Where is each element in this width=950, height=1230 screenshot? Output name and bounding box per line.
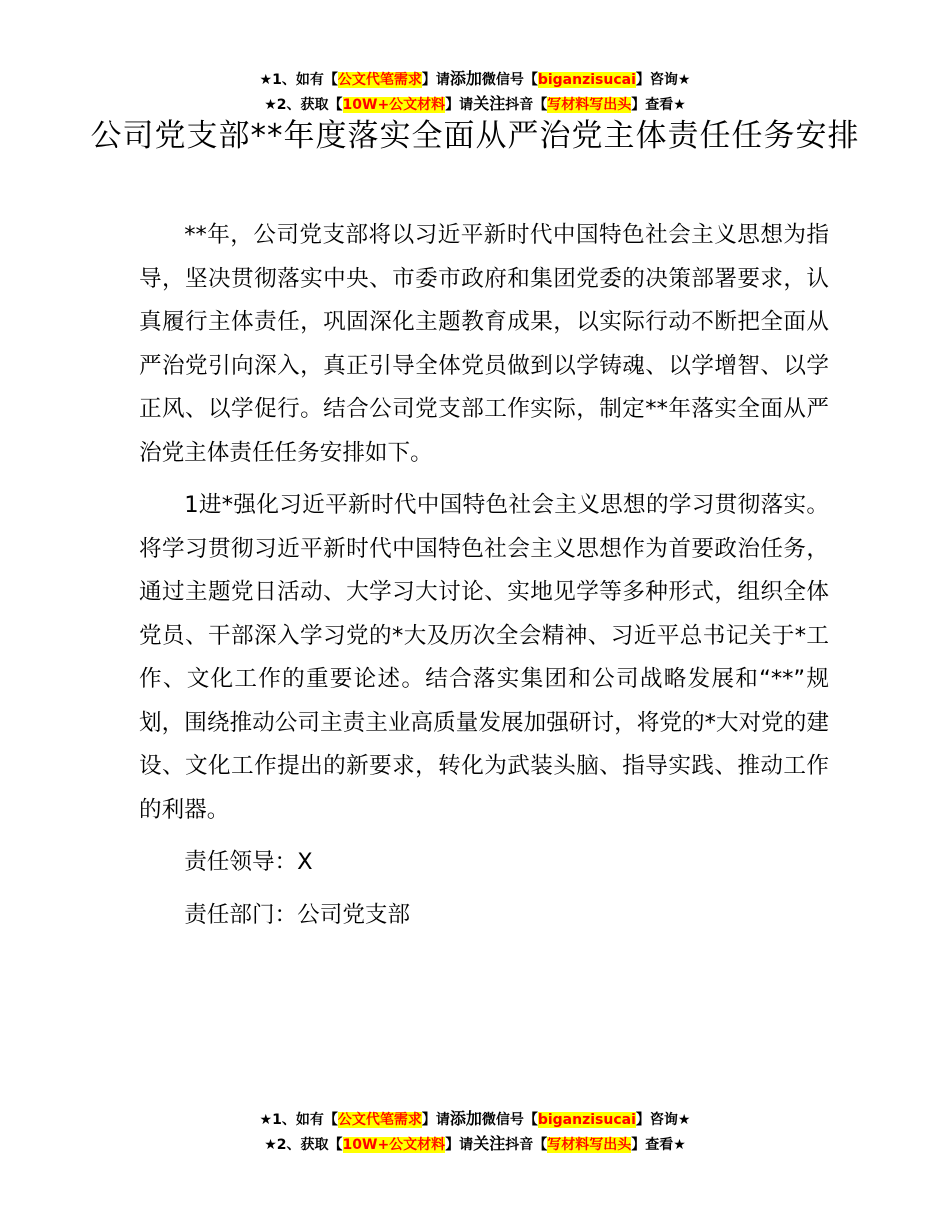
document-body	[139, 214, 829, 946]
highlight-materials: 10W+公文材料	[342, 1137, 446, 1153]
promo-line-2: ★2、获取【10W+公文材料】请关注抖音【写材料写出头】查看★	[264, 94, 686, 113]
highlight-douyin-account: 写材料写出头	[547, 1137, 632, 1153]
highlight-service: 公文代笔需求	[337, 72, 422, 88]
task-paragraph: 1进*强化习近平新时代中国特色社会主义思想的学习贯彻落实。将学习贯彻习近平新时代中国特色社会主义思想作为首要政治任务，通过主题党日活动、大学习大讨论、实地见学等多种形式，组织全体党员、干部深入学习党的*大及历次全会精神、习近平总书记关于*工作、文化工作的重要论述。结合落实集团和公司战略发展和“**”规划，围绕推动公司主责主业高质量发展加强研讨，将党的*大对党的建设、文化工作提出的新要求，转化为武装头脑、指导实践、推动工作的利器。	[139, 492, 829, 823]
highlight-materials: 10W+公文材料	[342, 97, 446, 113]
intro-paragraph: **年，公司党支部将以习近平新时代中国特色社会主义思想为指导，坚决贯彻落实中央、市委市政府和集团党委的决策部署要求，认真履行主体责任，巩固深化主题教育成果，以实际行动不断把全面从严治党引向深入，真正引导全体党员做到以学铸魂、以学增智、以学正风、以学促行。结合公司党支部工作实际，制定**年落实全面从严治党主体责任任务安排如下。	[139, 222, 829, 466]
responsible-leader: 责任领导：X	[184, 849, 313, 875]
highlight-wechat-id: biganzisucai	[537, 72, 636, 88]
footer-promo-banner	[0, 1107, 950, 1157]
promo-line-1: ★1、如有【公文代笔需求】请添加微信号【biganzisucai】咨询★	[259, 1109, 691, 1128]
responsible-department: 责任部门：公司党支部	[184, 901, 411, 928]
highlight-wechat-id: biganzisucai	[537, 1112, 636, 1128]
header-promo-banner	[0, 67, 950, 117]
promo-line-2: ★2、获取【10W+公文材料】请关注抖音【写材料写出头】查看★	[264, 1134, 686, 1153]
highlight-douyin-account: 写材料写出头	[547, 97, 632, 113]
document-title: 公司党支部**年度落实全面从严治党主体责任任务安排	[90, 118, 860, 154]
promo-line-1: ★1、如有【公文代笔需求】请添加微信号【biganzisucai】咨询★	[259, 69, 691, 88]
highlight-service: 公文代笔需求	[337, 1112, 422, 1128]
